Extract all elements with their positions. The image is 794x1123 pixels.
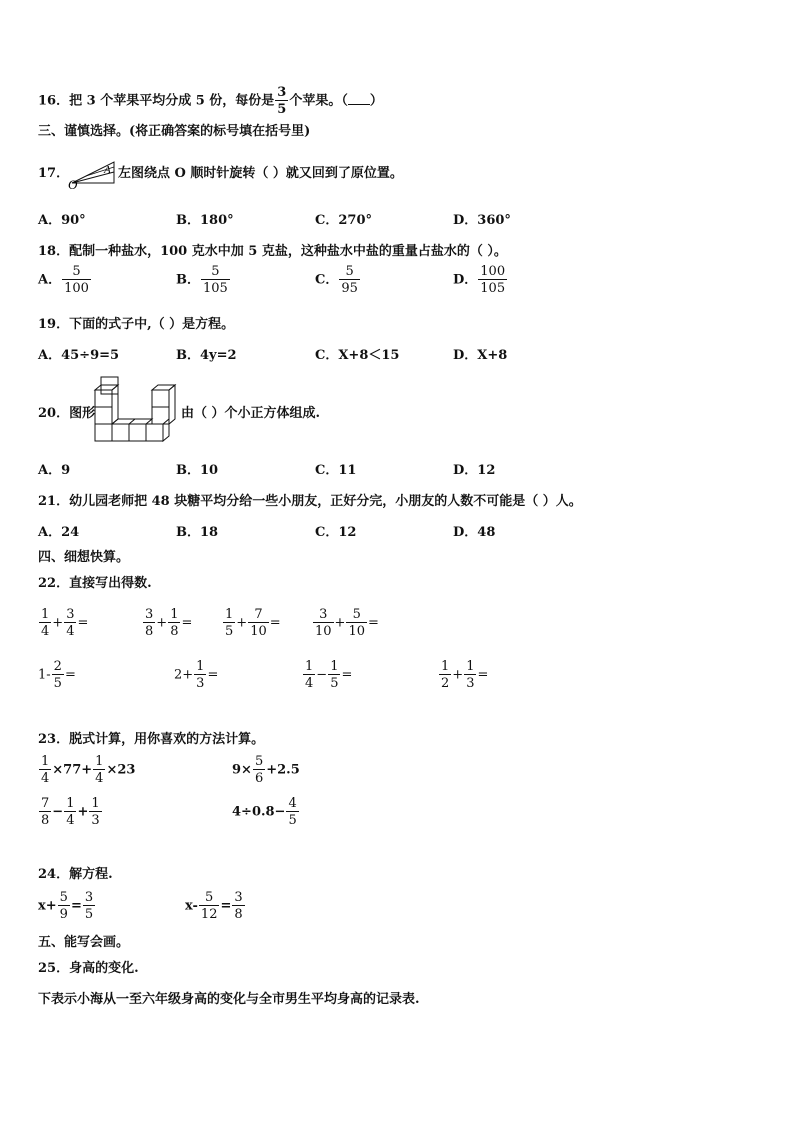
question-19-text: 19．下面的式子中,（ ）是方程。: [38, 317, 235, 332]
option-d[interactable]: D．48: [453, 525, 496, 540]
option-d[interactable]: D．X+8: [453, 348, 508, 363]
expression-2: 9× $\frac{5}{6}$ +2.5: [232, 754, 300, 786]
calc-item: $\frac{1}{4}$ − $\frac{1}{5}$ =: [305, 659, 353, 691]
question-23-title: 23．脱式计算，用你喜欢的方法计算。: [38, 732, 265, 747]
option-a[interactable]: A．9: [38, 463, 71, 478]
section-4-heading: 四、细想快算。: [38, 550, 130, 565]
calc-item: $\frac{3}{10}$ + $\frac{5}{10}$ =: [315, 607, 379, 639]
question-20-prefix: 20．图形: [38, 406, 96, 421]
option-d[interactable]: D． $\frac{100}{105}$: [453, 264, 506, 296]
equation-2: x- $\frac{5}{12}$ = $\frac{3}{8}$: [185, 890, 243, 922]
option-b[interactable]: B．10: [176, 463, 219, 478]
option-c[interactable]: C．X+8＜15: [315, 348, 400, 363]
question-17-text: 左图绕点 O 顺时针旋转（ ）就又回到了原位置。: [118, 166, 403, 181]
question-21-text: 21．幼儿园老师把 48 块糖平均分给一些小朋友，正好分完，小朋友的人数不可能是（ ）人。: [38, 494, 582, 509]
fraction: $\frac{3}{5}$: [277, 85, 287, 117]
point-a-label: A: [104, 164, 111, 176]
point-o-label: O: [68, 177, 78, 189]
option-c[interactable]: C．12: [315, 525, 357, 540]
question-16: 16．把 3 个苹果平均分成 5 份，每份是 $\frac{3}{5}$ 个苹果。（ ）: [38, 85, 383, 117]
question-17-number: 17．: [38, 166, 70, 181]
rotation-figure: [68, 157, 116, 189]
equation-1: x+ $\frac{5}{9}$ = $\frac{3}{5}$: [38, 890, 94, 922]
option-b[interactable]: B．4y=2: [176, 348, 237, 363]
option-a[interactable]: A．24: [38, 525, 80, 540]
question-22-title: 22．直接写出得数.: [38, 576, 152, 591]
calc-item: 2+ $\frac{1}{3}$ =: [174, 659, 219, 691]
calc-item: $\frac{1}{4}$ + $\frac{3}{4}$ =: [41, 607, 89, 639]
option-c[interactable]: C．270°: [315, 213, 372, 228]
question-18-text: 18．配制一种盐水，100 克水中加 5 克盐，这种盐水中盐的重量占盐水的（ ）。: [38, 244, 507, 259]
option-a[interactable]: A．90°: [38, 213, 86, 228]
option-a[interactable]: A． $\frac{5}{100}$: [38, 264, 89, 296]
expression-1: $\frac{1}{4}$ ×77+ $\frac{1}{4}$ ×23: [41, 754, 136, 786]
answer-blank[interactable]: [348, 93, 370, 105]
calc-item: $\frac{1}{5}$ + $\frac{7}{10}$ =: [225, 607, 281, 639]
option-b[interactable]: B．180°: [176, 213, 234, 228]
calc-item: 1- $\frac{2}{5}$ =: [38, 659, 76, 691]
expression-3: $\frac{7}{8}$ − $\frac{1}{4}$ + $\frac{1}{3}$: [41, 796, 100, 828]
calc-item: $\frac{1}{2}$ + $\frac{1}{3}$ =: [441, 659, 489, 691]
option-d[interactable]: D．12: [453, 463, 496, 478]
option-a[interactable]: A．45÷9=5: [38, 348, 120, 363]
calc-item: $\frac{3}{8}$ + $\frac{1}{8}$ =: [145, 607, 193, 639]
question-25-title: 25．身高的变化.: [38, 961, 139, 976]
section-5-heading: 五、能写会画。: [38, 935, 130, 950]
question-24-title: 24．解方程.: [38, 867, 113, 882]
option-c[interactable]: C．11: [315, 463, 357, 478]
option-b[interactable]: B． $\frac{5}{105}$: [176, 264, 228, 296]
section-3-heading: 三、谨慎选择。(将正确答案的标号填在括号里): [38, 124, 311, 139]
option-b[interactable]: B．18: [176, 525, 219, 540]
option-c[interactable]: C． $\frac{5}{95}$: [315, 264, 358, 296]
expression-4: 4÷0.8− $\frac{4}{5}$: [232, 796, 297, 828]
question-25-description: 下表示小海从一至六年级身高的变化与全市男生平均身高的记录表.: [38, 992, 420, 1007]
question-20-text: 由（ ）个小正方体组成.: [181, 406, 321, 421]
cube-figure: [92, 372, 180, 442]
option-d[interactable]: D．360°: [453, 213, 511, 228]
